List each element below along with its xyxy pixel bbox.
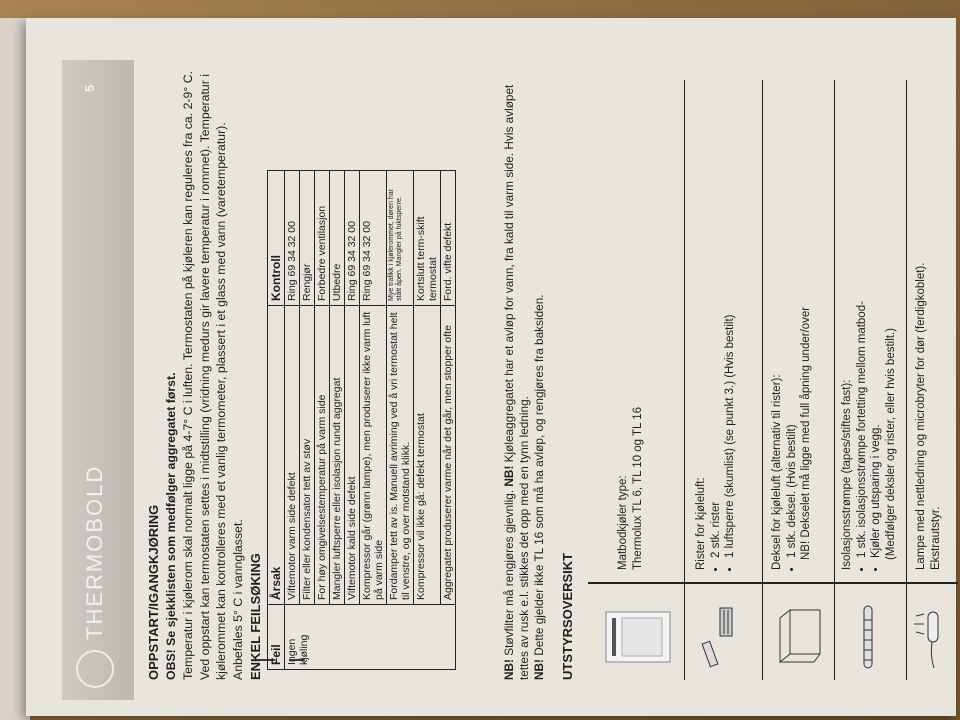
header-fault: Feil	[268, 605, 285, 670]
notes-block	[502, 70, 547, 680]
table-row	[315, 171, 330, 670]
overview-row	[834, 80, 907, 680]
table-row	[330, 171, 345, 670]
overview-heading: Isolasjonsstrømpe (tapes/stiftes fast):	[841, 379, 853, 570]
header-cause: Årsak	[268, 306, 285, 605]
troubleshooting-table	[267, 170, 456, 670]
control-cell: Ring 69 34 32 00	[285, 171, 300, 306]
cause-cell: Kompressor vil ikke gå: defekt termostat	[414, 306, 441, 605]
control-cell: Mye trafikk i kjølerommet, døren har stått åpen. Mangler på fuktsperre.	[387, 171, 414, 306]
cooler-unit-icon	[598, 602, 676, 672]
equipment-overview	[560, 80, 942, 680]
table-row	[387, 171, 414, 670]
nb-label: NB!	[532, 659, 546, 680]
insulation-strip-icon	[848, 602, 888, 672]
cause-cell: Aggregatet produserer varme når det går, men stopper ofte	[441, 306, 456, 605]
brand-name: THERMOBOLD	[82, 464, 107, 640]
obs-label: OBS!	[164, 649, 178, 680]
overview-text	[914, 263, 943, 570]
table-row	[414, 171, 441, 670]
overview-line: Lampe med nettledning og microbryter for dør (ferdigkoblet).	[915, 262, 927, 570]
overview-note: (Medfølger deksler og rister, eller hvis bestilt.)	[884, 328, 897, 560]
control-cell: Forbedre ventilasjon	[315, 171, 330, 306]
overview-text	[616, 407, 645, 570]
overview-line: Ekstrautstyr.	[929, 506, 942, 570]
overview-row	[684, 80, 763, 680]
table-row	[360, 171, 387, 670]
cover-icon	[770, 602, 826, 672]
control-cell: Utbedre	[330, 171, 345, 306]
cause-cell: Filter eller kondensator tett av støv	[300, 306, 315, 605]
nb-text: Dette gjelder ikke TL 16 som må ha avløp, og rengjøres fra baksiden.	[532, 294, 546, 656]
overview-note: NB! Dekselet må ligge med full åpning under/over	[800, 306, 812, 560]
overview-row	[588, 80, 685, 680]
table-row	[345, 171, 360, 670]
nb-text: Støvfilter må rengjøres gjevnlig.	[502, 489, 516, 656]
page-number: 5	[82, 84, 97, 92]
overview-row	[906, 80, 958, 680]
table-row	[300, 171, 315, 670]
nb-text: Kjøleaggregatet har et avløp for vann, fra kald til varm side. Hvis avløpet tettes av rusk e.l. stikkes det opp med en tynn ledning.	[502, 84, 531, 680]
startup-body: Temperatur i kjølerom skal normalt ligge på 4-7° C i luften. Termostaten på kjøleren kan reguleres fra ca. 2-9° C. Ved oppstart kan termostaten settes i midtstilling (vridning medurs gir lavere temperatur i rommet). Temperatur i kjølerommet kan kontrolleres med et vanlig termometer, plassert i et glass med vann (varetemperatur). Anbefales 5° C i vannglasset.	[181, 71, 245, 680]
overview-grid	[588, 80, 958, 680]
overview-text	[840, 301, 898, 570]
control-cell: Ring 69 34 32 00	[345, 171, 360, 306]
overview-text	[770, 307, 814, 570]
nb-label: NB!	[502, 465, 516, 487]
lamp-icon	[910, 592, 954, 672]
overview-text	[694, 315, 738, 570]
control-cell: Rengjør	[300, 171, 315, 306]
overview-bullet: • 1 luftsperre (skumlist) (se punkt 3.) (Hvis bestilt)	[723, 315, 738, 558]
overview-heading: Rister for kjøleluft:	[695, 477, 707, 570]
cause-cell: Viftemotor varm side defekt	[285, 306, 300, 605]
brand-logo-icon	[76, 650, 114, 688]
overview-line: Matbodkjøler type:	[617, 475, 629, 570]
obs-line	[163, 80, 180, 680]
table-row	[285, 171, 300, 670]
control-cell: Ring 69 34 32 00	[360, 171, 387, 306]
trouble-title: ENKEL FEILSØKING	[248, 553, 263, 680]
grille-icon	[700, 602, 746, 672]
cause-cell: Kompressor går (grønn lampe), men produserer ikke varm luft på varm side	[360, 306, 387, 605]
brand-header-band	[62, 60, 134, 700]
overview-bullet: • Kjøler og utsparing i vegg.	[869, 301, 884, 558]
control-cell: Ford. vifte defekt	[441, 171, 456, 306]
nb-label: NB!	[502, 659, 516, 680]
fault-cell: Ingen kjøling	[285, 605, 456, 670]
cause-cell: Viftemotor kald side defekt	[345, 306, 360, 605]
cause-cell: Fordamper tett av is. Manuell avriming ved å vri termostat helt til venstre, og over motstand klikk.	[387, 306, 414, 605]
overview-row	[762, 80, 835, 680]
overview-heading: Deksel for kjøleluft (alternativ til rister):	[771, 374, 783, 570]
overview-title: UTSTYRSOVERSIKT	[560, 552, 575, 680]
overview-bullet: • 1 stk. isolasjonsstrømpe fortetting mellom matbod-	[855, 301, 870, 558]
overview-bullet: • 2 stk. rister	[709, 315, 724, 558]
startup-title: OPPSTART/IGANGKJØRING	[146, 504, 161, 680]
cause-cell: Mangler luftsperre eller isolasjon rundt aggregat	[330, 306, 345, 605]
overview-bullet: • 1 stk. deksel. (Hvis bestilt)	[785, 307, 800, 558]
overview-line: Thermolux TL 6, TL 10 og TL 16	[631, 406, 644, 570]
obs-text: Se sjekklisten som medfølger aggregatet først.	[164, 372, 178, 646]
cause-cell: For høy omgivelsestemperatur på varm side	[315, 306, 330, 605]
control-cell: Kortslutt term-skift termostat	[414, 171, 441, 306]
table-row	[441, 171, 456, 670]
rotated-document-content	[62, 60, 942, 700]
header-control: Kontroll	[268, 171, 285, 306]
